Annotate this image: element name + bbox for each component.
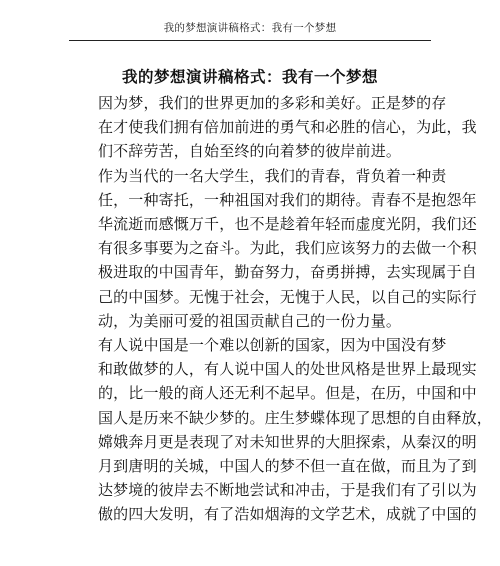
text-line: 达梦境的彼岸去不断地尝试和冲击，于是我们有了引以为 [98, 481, 477, 500]
text-line: 国人是历来不缺少梦的。庄生梦蝶体现了思想的自由释放， [98, 408, 492, 427]
text-line: 有人说中国是一个难以创新的国家，因为中国没有梦 [98, 336, 447, 355]
text-line: 任，一种寄托，一种祖国对我们的期待。青春不是抱怨年 [98, 190, 477, 209]
text-line: 月到唐明的关城，中国人的梦不但一直在做，而且为了到 [98, 457, 477, 476]
paragraph-3 [68, 333, 492, 527]
document-title: 我的梦想演讲稿格式：我有一个梦想 [121, 67, 378, 86]
text-line: 己的中国梦。无愧于社会，无愧于人民，以自己的实际行 [98, 287, 477, 306]
text-line: 和敢做梦的人，有人说中国人的处世风格是世界上最现实 [98, 360, 477, 379]
text-line: 的，比一般的商人还无利不起早。但是，在历，中国和中 [98, 384, 477, 403]
header-rule [69, 40, 431, 41]
paragraph-2 [68, 164, 477, 333]
text-line: 动，为美丽可爱的祖国贡献自己的一份力量。 [98, 311, 402, 330]
text-line: 作为当代的一名大学生，我们的青春，背负着一种责 [98, 166, 447, 185]
text-line: 们不辞劳苦，自始至终的向着梦的彼岸前进。 [98, 142, 402, 161]
text-line: 因为梦，我们的世界更加的多彩和美好。正是梦的存 [98, 94, 447, 112]
running-header: 我的梦想演讲稿格式：我有一个梦想 [163, 22, 337, 34]
document-body [68, 91, 492, 527]
text-line: 在才使我们拥有倍加前进的勇气和必胜的信心，为此，我 [98, 118, 477, 137]
text-line: 华流逝而感慨万千，也不是趁着年轻而虚度光阴，我们还 [98, 215, 477, 234]
text-line: 有很多事要为之奋斗。为此，我们应该努力的去做一个积 [98, 239, 477, 258]
text-line: 傲的四大发明，有了浩如烟海的文学艺术，成就了中国的 [98, 505, 477, 524]
text-line: 极进取的中国青年，勤奋努力，奋勇拼搏，去实现属于自 [98, 263, 477, 282]
paragraph-1 [68, 91, 477, 164]
text-line: 嫦娥奔月更是表现了对未知世界的大胆探索，从秦汉的明 [98, 432, 477, 451]
